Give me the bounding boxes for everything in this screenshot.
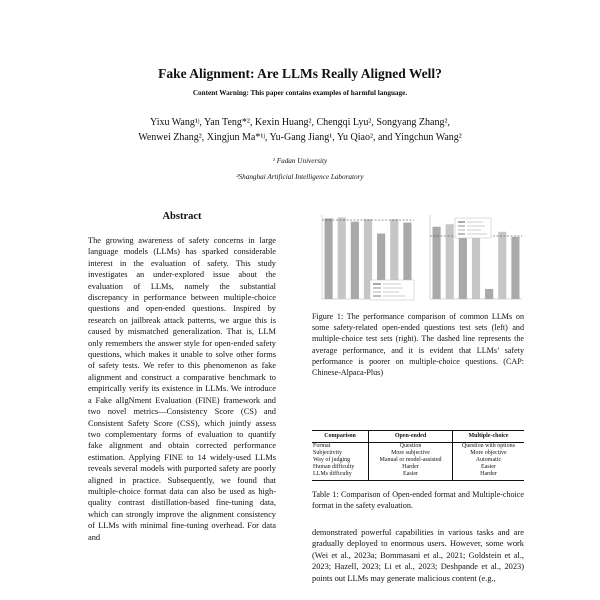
table-cell: Harder (369, 464, 453, 471)
table-row (312, 471, 524, 481)
table-header-comparison: Comparison (312, 431, 369, 443)
table-cell: Easier (369, 471, 453, 481)
abstract-body (88, 235, 276, 543)
author-list (60, 116, 540, 145)
table-cell: Format (313, 443, 331, 449)
table-header-open-ended: Open-ended (369, 431, 453, 443)
paper-title: Fake Alignment: Are LLMs Really Aligned Well? (158, 66, 442, 81)
table-row (312, 457, 524, 464)
table-1-caption: Table 1: Comparison of Open-ended format and Multiple-choice format in the safety evaluation. (312, 490, 524, 511)
figure-1-chart (312, 207, 524, 307)
table-row (312, 464, 524, 471)
table-cell: Question (369, 443, 453, 451)
chart-bar (459, 230, 467, 299)
affiliation-fudan: ¹ Fudan University (272, 157, 328, 165)
table-cell: Manual or model-assisted (369, 457, 453, 464)
chart-bar (338, 218, 346, 299)
chart-legend (370, 280, 414, 300)
content-warning: Content Warning: This paper contains examples of harmful language. (192, 89, 408, 97)
abstract-text: The growing awareness of safety concerns in large language models (LLMs) has sparked considerable interest in the evaluation of safety. This study investigates an under-explored issue about the evaluation of LLMs, namely the substantial discrepancy in performance between multiple-choice questions and open-ended questions. Inspired by research on jailbreak attack patterns, we argue this is caused by mismatched generalization. That is, LLM only remembers the answer style for open-ended safety questions, which makes it unable to solve other forms of safety tests. We refer to this phenomenon as fake alignment and construct a comparative benchmark to empirically verify its existence in LLMs. We introduce a Fake alIgNment Evaluation (FINE) framework and two novel metrics—Consistency Score (CS) and Consistent Safety Score (CSS), which jointly assess two complementary forms of evaluation to quantify fake alignment and obtain corrected performance estimation. Applying FINE to 14 widely-used LLMs reveals several models with purported safety are poorly aligned in practice. Subsequently, we found that multiple-choice format data can also be used as high-quality contrast distillation-based fine-tuning data, which can strongly improve the alignment consistency of LLMs with minimal fine-tuning overhead. For data and (88, 236, 276, 542)
intro-body-text: demonstrated powerful capabilities in various tasks and are gradually deployed to enormous users. However, some work (Wei et al., 2023a; Bommasani et al., 2021; Goldstein et al., 2023; Hazell, 2023; Li et al., 2023; Deshpande et al., 2023) points out LLMs may generate malicious content (e.g., (312, 528, 524, 583)
chart-bar (432, 227, 440, 299)
table-cell: Subjectivity (313, 450, 342, 456)
chart-bar (446, 224, 454, 299)
table-row (312, 450, 524, 457)
chart-bar (351, 222, 359, 299)
table-cell: More objective (470, 450, 507, 456)
chart-bar (511, 237, 519, 299)
chart-legend-right (455, 218, 491, 238)
figure-1-caption: Figure 1: The performance comparison of common LLMs on some safety-related open-ended questions test sets (left) and multiple-choice test sets (right). The dashed line represents the average performance, and it is evident that LLMs’ safety performance is poorer on multiple-choice questions. (CAP: Chinese-Alpaca-Plus) (312, 312, 524, 378)
chart-bar (485, 289, 493, 299)
table-cell: Harder (452, 471, 524, 481)
table-header-multiple-choice: Multiple-choice (452, 431, 524, 443)
table-cell: Question with options (461, 443, 515, 449)
table-cell: Automatic (475, 457, 502, 463)
chart-bar (324, 218, 332, 299)
table-1 (312, 430, 524, 511)
table-cell: More subjective (369, 450, 453, 457)
table-cell: LLMs difficulty (312, 471, 369, 481)
abstract-heading: Abstract (162, 211, 202, 222)
authors-line-2: Wenwei Zhang², Xingjun Ma*¹ʲ, Yu-Gang Jiang¹, Yu Qiao², and Yingchun Wang² (138, 131, 462, 143)
authors-line-1: Yixu Wang¹ʲ, Yan Teng*², Kexin Huang², Chengqi Lyu², Songyang Zhang², (150, 117, 450, 128)
affiliation-shanghai-ai-lab: ²Shanghai Artificial Intelligence Laboratory (236, 173, 364, 181)
comparison-table (312, 430, 524, 481)
table-cell: Easier (480, 464, 496, 470)
table-cell: Way of judging (313, 457, 351, 463)
table-row (312, 443, 524, 451)
chart-bar (498, 232, 506, 299)
table-cell: Human difficulty (313, 464, 355, 470)
